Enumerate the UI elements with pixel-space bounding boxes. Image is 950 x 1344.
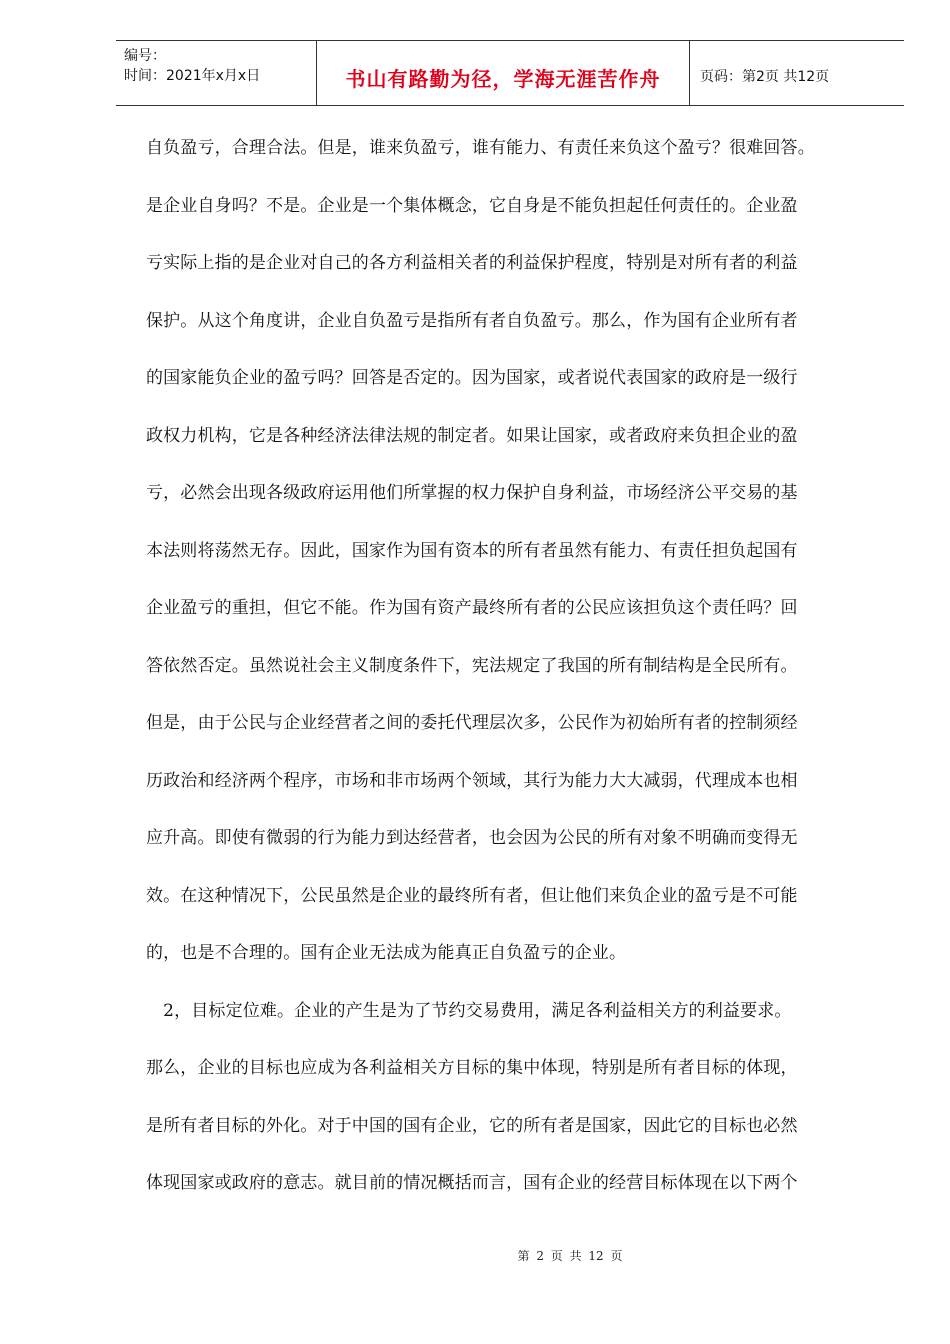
body-line: 自负盈亏，合理合法。但是，谁来负盈亏，谁有能力、有责任来负这个盈亏？很难回答。 (146, 138, 815, 158)
header-meta-cell (116, 41, 316, 105)
header-page-cell (690, 41, 904, 105)
serial-number-label: 编号： (124, 48, 166, 64)
header-motto-cell (316, 41, 690, 105)
body-line: 的国家能负企业的盈亏吗？回答是否定的。因为国家，或者说代表国家的政府是一级行 (146, 368, 798, 388)
body-line: 企业盈亏的重担，但它不能。作为国有资产最终所有者的公民应该担负这个责任吗？回 (146, 598, 798, 618)
motto-text: 书山有路勤为径，学海无涯苦作舟 (345, 67, 661, 91)
page-info: 页码：第2页 共12页 (700, 69, 830, 85)
body-line: 的，也是不合理的。国有企业无法成为能真正自负盈亏的企业。 (146, 943, 627, 963)
page-footer: 第 2 页 共 12 页 (517, 1249, 623, 1263)
body-line: 政权力机构，它是各种经济法律法规的制定者。如果让国家，或者政府来负担企业的盈 (146, 425, 798, 446)
body-line: 亏，必然会出现各级政府运用他们所掌握的权力保护自身利益，市场经济公平交易的基 (146, 483, 798, 503)
body-line: 那么，企业的目标也应成为各利益相关方目标的集中体现，特别是所有者目标的体现， (146, 1058, 798, 1078)
body-line: 应升高。即使有微弱的行为能力到达经营者，也会因为公民的所有对象不明确而变得无 (146, 828, 798, 848)
body-line: 体现国家或政府的意志。就目前的情况概括而言，国有企业的经营目标体现在以下两个 (146, 1173, 798, 1193)
body-line: 保护。从这个角度讲，企业自负盈亏是指所有者自负盈亏。那么，作为国有企业所有者 (146, 310, 798, 331)
article-body (146, 131, 886, 1224)
body-line: 亏实际上指的是企业对自己的各方利益相关者的利益保护程度，特别是对所有者的利益 (146, 253, 798, 273)
body-line: 但是，由于公民与企业经营者之间的委托代理层次多，公民作为初始所有者的控制须经 (146, 713, 798, 733)
body-line: 答依然否定。虽然说社会主义制度条件下，宪法规定了我国的所有制结构是全民所有。 (146, 655, 798, 676)
body-line: 2，目标定位难。企业的产生是为了节约交易费用，满足各利益相关方的利益要求。 (146, 1000, 792, 1021)
date-label: 时间：2021年x月x日 (124, 68, 261, 84)
body-line: 历政治和经济两个程序，市场和非市场两个领域，其行为能力大大减弱，代理成本也相 (146, 770, 798, 791)
body-line: 本法则将荡然无存。因此，国家作为国有资本的所有者虽然有能力、有责任担负起国有 (146, 540, 798, 561)
body-line: 是所有者目标的外化。对于中国的国有企业，它的所有者是国家，因此它的目标也必然 (146, 1115, 798, 1136)
body-line: 效。在这种情况下，公民虽然是企业的最终所有者，但让他们来负企业的盈亏是不可能 (146, 885, 798, 906)
document-header (116, 40, 904, 106)
body-line: 是企业自身吗？不是。企业是一个集体概念，它自身是不能负担起任何责任的。企业盈 (146, 195, 798, 216)
